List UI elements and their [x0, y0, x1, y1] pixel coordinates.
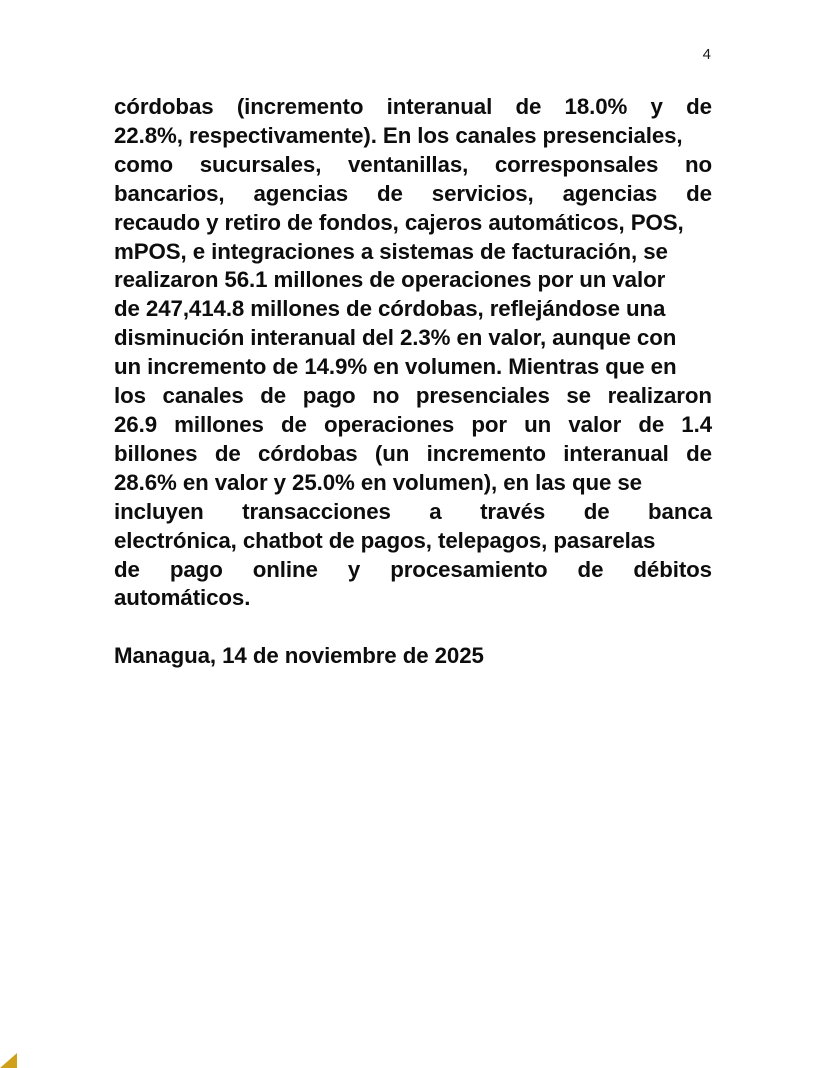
line-word: transacciones — [242, 498, 391, 524]
line-word: millones — [174, 411, 264, 437]
line-word: incluyen — [114, 498, 204, 524]
line-word: de — [638, 411, 665, 437]
text-line: un incremento de 14.9% en volumen. Mientras que en — [114, 354, 677, 380]
text-line — [114, 382, 712, 411]
line-word: débitos — [633, 556, 712, 582]
line-word: como — [114, 151, 174, 177]
line-word: sucursales, — [199, 151, 322, 177]
text-line: realizaron 56.1 millones de operaciones por un valor — [114, 267, 666, 293]
paragraph-main — [114, 93, 712, 613]
line-word: interanual — [386, 94, 493, 119]
line-word: de — [114, 556, 140, 582]
line-word: de — [515, 94, 542, 119]
line-word: agencias — [562, 180, 658, 206]
line-word: (incremento — [236, 94, 364, 119]
document-body — [114, 93, 712, 671]
line-word: de — [260, 383, 287, 409]
line-word: pago — [302, 383, 356, 409]
line-word: y — [347, 556, 361, 582]
line-word: 26.9 — [114, 411, 157, 437]
line-word: de — [214, 440, 241, 466]
text-line — [114, 93, 712, 122]
text-line: recaudo y retiro de fondos, cajeros automáticos, POS, — [114, 209, 684, 235]
line-word: córdobas — [114, 94, 214, 119]
text-line — [114, 411, 712, 440]
line-word: (un — [374, 440, 410, 466]
line-word: de — [280, 411, 307, 437]
line-word: 18.0% — [564, 94, 628, 119]
line-word: un — [524, 411, 552, 437]
line-word: banca — [648, 498, 712, 524]
text-line: de 247,414.8 millones de córdobas, reflejándose una — [114, 296, 666, 322]
text-line — [114, 151, 712, 180]
line-word: billones — [114, 440, 198, 466]
line-word: se — [566, 383, 591, 409]
line-word: bancarios, — [114, 180, 225, 206]
line-word: canales — [162, 383, 244, 409]
line-word: no — [372, 383, 400, 409]
line-word: los — [114, 383, 146, 409]
line-word: incremento — [426, 440, 546, 466]
line-word: interanual — [563, 440, 669, 466]
line-word: agencias — [253, 180, 349, 206]
line-word: pago — [169, 556, 223, 582]
signoff-line: Managua, 14 de noviembre de 2025 — [114, 643, 484, 669]
text-line — [114, 440, 712, 469]
line-word: no — [684, 151, 712, 177]
line-word: online — [252, 556, 318, 582]
text-line: 28.6% en valor y 25.0% en volumen), en las que se — [114, 469, 642, 495]
line-word: y — [650, 94, 663, 119]
line-word: través — [480, 498, 546, 524]
line-word: operaciones — [323, 411, 455, 437]
line-word: ventanillas, — [347, 151, 469, 177]
line-word: córdobas — [258, 440, 358, 466]
page-number: 4 — [702, 46, 711, 63]
line-word: valor — [568, 411, 622, 437]
line-word: de — [686, 94, 712, 119]
line-word: de — [686, 440, 712, 466]
text-line — [114, 180, 712, 209]
text-line: mPOS, e integraciones a sistemas de facturación, se — [114, 238, 668, 264]
line-word: de — [583, 498, 610, 524]
text-line: disminución interanual del 2.3% en valor, aunque con — [114, 325, 677, 351]
line-word: servicios, — [431, 180, 534, 206]
line-word: a — [429, 498, 442, 524]
line-word: de — [377, 180, 403, 206]
line-word: procesamiento — [390, 556, 548, 582]
line-word: de — [686, 180, 712, 206]
line-word: presenciales — [415, 383, 550, 409]
line-word: de — [577, 556, 604, 582]
paragraph-spacer — [114, 613, 712, 642]
text-line — [114, 498, 712, 527]
text-line: 22.8%, respectivamente). En los canales presenciales, — [114, 122, 683, 148]
text-line — [114, 556, 712, 585]
line-word: corresponsales — [494, 151, 659, 177]
text-line: automáticos. — [114, 585, 251, 611]
line-word: 1.4 — [681, 411, 712, 437]
line-word: realizaron — [607, 383, 712, 409]
corner-triangle-mark — [0, 1053, 17, 1068]
text-line: electrónica, chatbot de pagos, telepagos, pasarelas — [114, 527, 656, 553]
line-word: por — [471, 411, 507, 437]
